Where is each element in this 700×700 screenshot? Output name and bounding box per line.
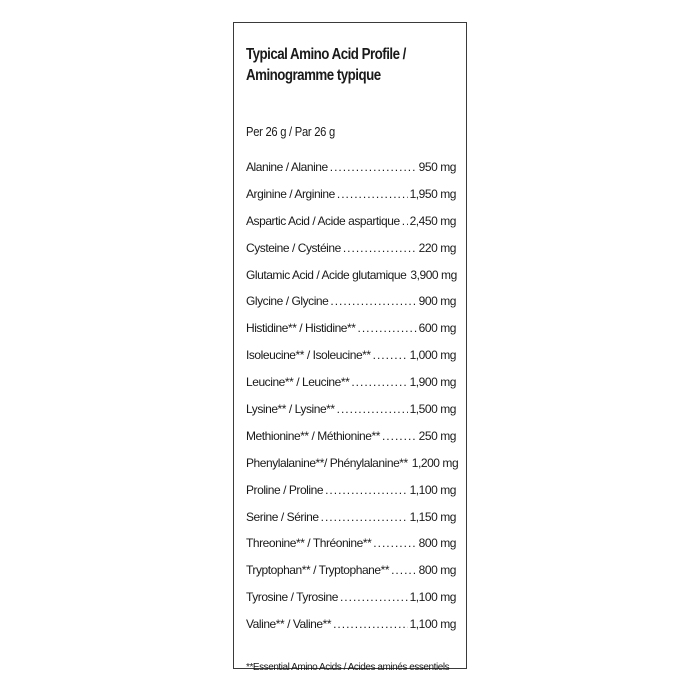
amino-acid-row: [246, 589, 456, 616]
amino-acid-name: Glutamic Acid / Acide glutamique: [246, 267, 407, 282]
amino-acid-amount: 220 mg: [418, 240, 456, 255]
amino-acid-name: Glycine / Glycine: [246, 294, 329, 309]
amino-acid-name: Lysine** / Lysine**: [246, 402, 335, 417]
amino-acid-row: [246, 159, 456, 186]
dot-leader: [373, 535, 416, 551]
amino-acid-name: Cysteine / Cystéine: [246, 240, 341, 255]
amino-acid-amount: 800 mg: [418, 536, 456, 551]
amino-acid-amount: 1,100 mg: [409, 590, 456, 605]
amino-acid-list: [246, 159, 459, 643]
dot-leader: [330, 293, 416, 309]
amino-acid-amount: 900 mg: [418, 294, 456, 309]
amino-acid-row: [246, 347, 456, 374]
dot-leader: [333, 616, 407, 632]
amino-acid-amount: 1,200 mg: [411, 455, 459, 470]
dot-leader: [337, 186, 408, 202]
amino-acid-row: [246, 428, 456, 455]
dot-leader: [382, 428, 417, 444]
amino-acid-name: Alanine / Alanine: [246, 160, 328, 174]
amino-acid-name: Isoleucine** / Isoleucine**: [246, 348, 371, 363]
amino-acid-name: Tryptophan** / Tryptophane**: [246, 563, 390, 578]
amino-acid-amount: 1,900 mg: [409, 375, 456, 390]
amino-acid-row: [246, 293, 456, 320]
amino-acid-name: Methionine** / Méthionine**: [246, 428, 380, 443]
amino-acid-row: [246, 535, 456, 562]
amino-acid-amount: 800 mg: [418, 563, 456, 578]
dot-leader: [391, 562, 417, 578]
amino-acid-amount: 600 mg: [418, 321, 456, 336]
dot-leader: [373, 347, 408, 363]
amino-acid-name: Tyrosine / Tyrosine: [246, 590, 338, 605]
amino-acid-amount: 1,100 mg: [409, 617, 456, 632]
dot-leader: [340, 589, 408, 605]
dot-leader: [325, 482, 408, 498]
amino-acid-row: [246, 320, 456, 347]
amino-acid-row: [246, 509, 456, 536]
amino-acid-row: [246, 267, 456, 294]
amino-acid-amount: 950 mg: [418, 160, 456, 174]
amino-acid-row: [246, 401, 456, 428]
amino-acid-amount: 3,900 mg: [410, 267, 457, 282]
dot-leader: [357, 320, 416, 336]
amino-acid-name: Histidine** / Histidine**: [246, 321, 356, 336]
amino-acid-row: [246, 213, 456, 240]
dot-leader: [343, 240, 417, 256]
title-line-2: Aminogramme typique: [246, 67, 381, 84]
dot-leader: [337, 401, 408, 417]
amino-acid-name: Leucine** / Leucine**: [246, 375, 350, 390]
amino-acid-name: Valine** / Valine**: [246, 617, 332, 632]
amino-acid-amount: 250 mg: [418, 428, 456, 443]
amino-acid-profile-panel: [233, 22, 467, 673]
amino-acid-row: [246, 186, 456, 213]
amino-acid-row: [246, 562, 456, 589]
amino-acid-amount: 1,500 mg: [409, 402, 456, 417]
amino-acid-row: [246, 616, 456, 643]
amino-acid-row: [246, 455, 459, 482]
amino-acid-name: Serine / Sérine: [246, 509, 319, 524]
amino-acid-amount: 2,450 mg: [409, 213, 456, 228]
panel-title: [246, 44, 406, 86]
amino-acid-amount: 1,150 mg: [409, 509, 456, 524]
amino-acid-row: [246, 374, 456, 401]
amino-acid-name: Proline / Proline: [246, 482, 324, 497]
amino-acid-amount: 1,000 mg: [409, 348, 456, 363]
dot-leader: [321, 509, 408, 525]
amino-acid-amount: 1,950 mg: [409, 186, 456, 201]
title-line-1: Typical Amino Acid Profile /: [246, 46, 406, 63]
dot-leader: [330, 159, 417, 175]
amino-acid-row: [246, 240, 456, 267]
footnote: **Essential Amino Acids / Acides aminés essentiels: [246, 662, 450, 673]
amino-acid-name: Aspartic Acid / Acide aspartique: [246, 213, 400, 228]
amino-acid-name: Arginine / Arginine: [246, 186, 335, 201]
amino-acid-row: [246, 482, 456, 509]
amino-acid-name: Phenylalanine**/ Phénylalanine**: [246, 455, 408, 470]
amino-acid-name: Threonine** / Thréonine**: [246, 536, 372, 551]
dot-leader: [351, 374, 407, 390]
serving-size: Per 26 g / Par 26 g: [246, 124, 335, 139]
dot-leader: [402, 213, 408, 229]
amino-acid-amount: 1,100 mg: [409, 482, 456, 497]
